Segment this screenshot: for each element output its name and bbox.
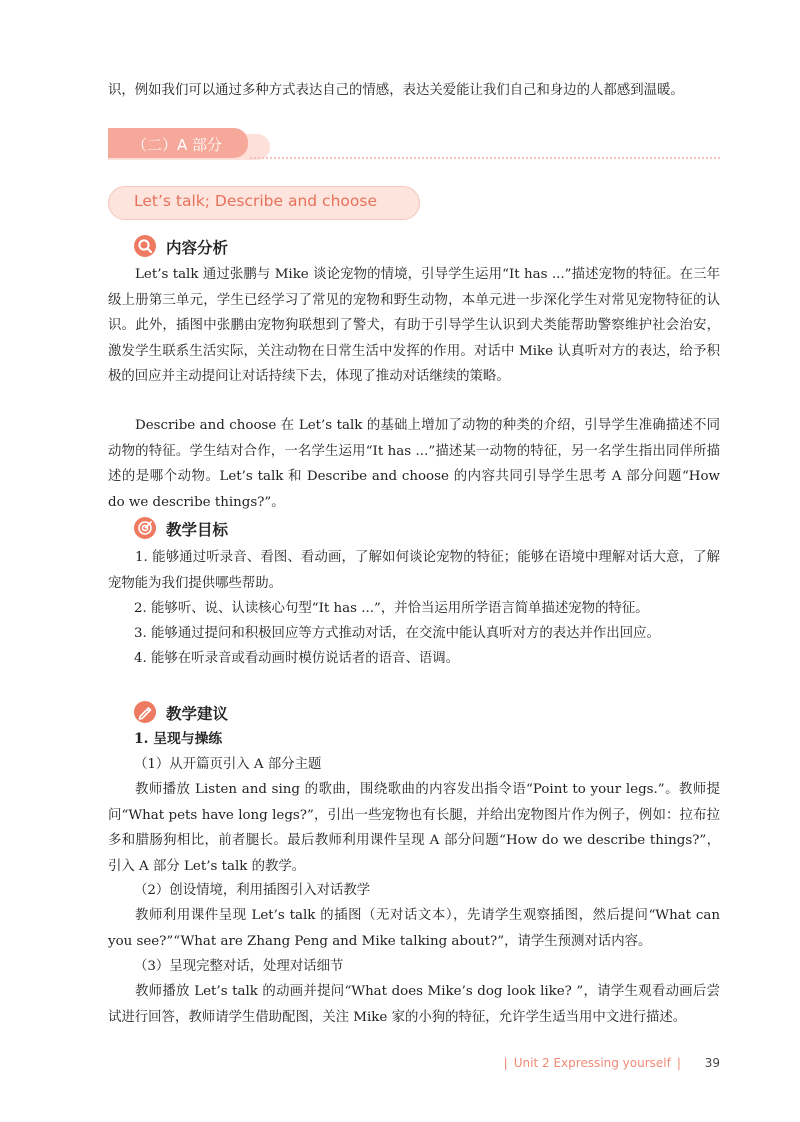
section-divider [250,157,720,159]
footer-divider: | [676,1056,681,1070]
analysis-paragraph-1: Let’s talk 通过张鹏与 Mike 谈论宠物的情境，引导学生运用“It has ...”描述宠物的特征。在三年级上册第三单元，学生已经学习了常见的宠物和野生动物，本单元进一步深化学生对常见宠物特征的认识。此外，插图中张鹏由宠物狗联想到了警犬，有助于引导学生认识到犬类能帮助警察维护社会治安，激发学生联系生活实际，关注动物在日常生活中发挥的作用。对话中 Mike 认真听对方的表达，给予积极的回应并主动提问让对话持续下去，体现了推动对话继续的策略。 [108,267,720,384]
magnifier-icon [134,235,156,257]
suggestions-title: 教学建议 [166,705,229,723]
step-2-text: 教师利用课件呈现 Let’s talk 的插图（无对话文本），先请学生观察插图，然后提问“What can you see?”“What are Zhang Peng and Mike talking about?”，请学生预测对话内容。 [108,908,720,949]
page-number: 39 [704,1056,720,1070]
section-band-label: （二）A 部分 [132,136,223,154]
objectives-title: 教学目标 [166,521,229,539]
objective-item-2: 2. 能够听、说、认读核心句型“It has ...”，并恰当运用所学语言简单描述宠物的特征。 [134,601,649,616]
content-analysis-title: 内容分析 [166,239,229,257]
objective-item-3: 3. 能够通过提问和积极回应等方式推动对话，在交流中能认真听对方的表达并作出回应。 [134,626,660,641]
objective-item-1: 1. 能够通过听录音、看图、看动画，了解如何谈论宠物的特征；能够在语境中理解对话大意，了解宠物能为我们提供哪些帮助。 [108,550,720,591]
step-1-title: （1）从开篇页引入 A 部分主题 [134,757,322,772]
step-2-title: （2）创设情境，利用插图引入对话教学 [134,883,371,898]
footer-unit-title: Expressing yourself [553,1056,671,1070]
step-3-title: （3）呈现完整对话，处理对话细节 [134,959,344,974]
subsection-presentation: 1. 呈现与操练 [134,731,223,747]
lesson-title: Let’s talk; Describe and choose [134,192,377,210]
footer-divider: | [503,1056,508,1070]
objective-item-4: 4. 能够在听录音或看动画时模仿说话者的语音、语调。 [134,651,460,666]
target-icon [134,517,156,539]
pencil-icon [134,701,156,723]
carryover-paragraph: 识，例如我们可以通过多种方式表达自己的情感，表达关爱能让我们自己和身边的人都感到温暖。 [108,83,684,98]
step-3-text: 教师播放 Let’s talk 的动画并提问“What does Mike’s dog look like? ”，请学生观看动画后尝试进行回答，教师请学生借助配图，关注 Mike 家的小狗的特征，允许学生适当用中文进行描述。 [108,984,720,1025]
analysis-paragraph-2: Describe and choose 在 Let’s talk 的基础上增加了动物的种类的介绍，引导学生准确描述不同动物的特征。学生结对合作，一名学生运用“It has ...”描述某一动物的特征，另一名学生指出同伴所描述的是哪个动物。Let’s talk 和 Describe and choose 的内容共同引导学生思考 A 部分问题“How do we describe things?”。 [108,418,720,510]
footer-unit: Unit 2 [513,1056,550,1070]
step-1-text: 教师播放 Listen and sing 的歌曲，围绕歌曲的内容发出指令语“Point to your legs.”。教师提问“What pets have long legs?”，引出一些宠物也有长腿，并给出宠物图片作为例子，例如：拉布拉多和腊肠狗相比，前者腿长。最后教师利用课件呈现 A 部分问题“How do we describe things?”，引入 A 部分 Let’s talk 的教学。 [108,782,720,874]
page-footer [0,1056,720,1070]
